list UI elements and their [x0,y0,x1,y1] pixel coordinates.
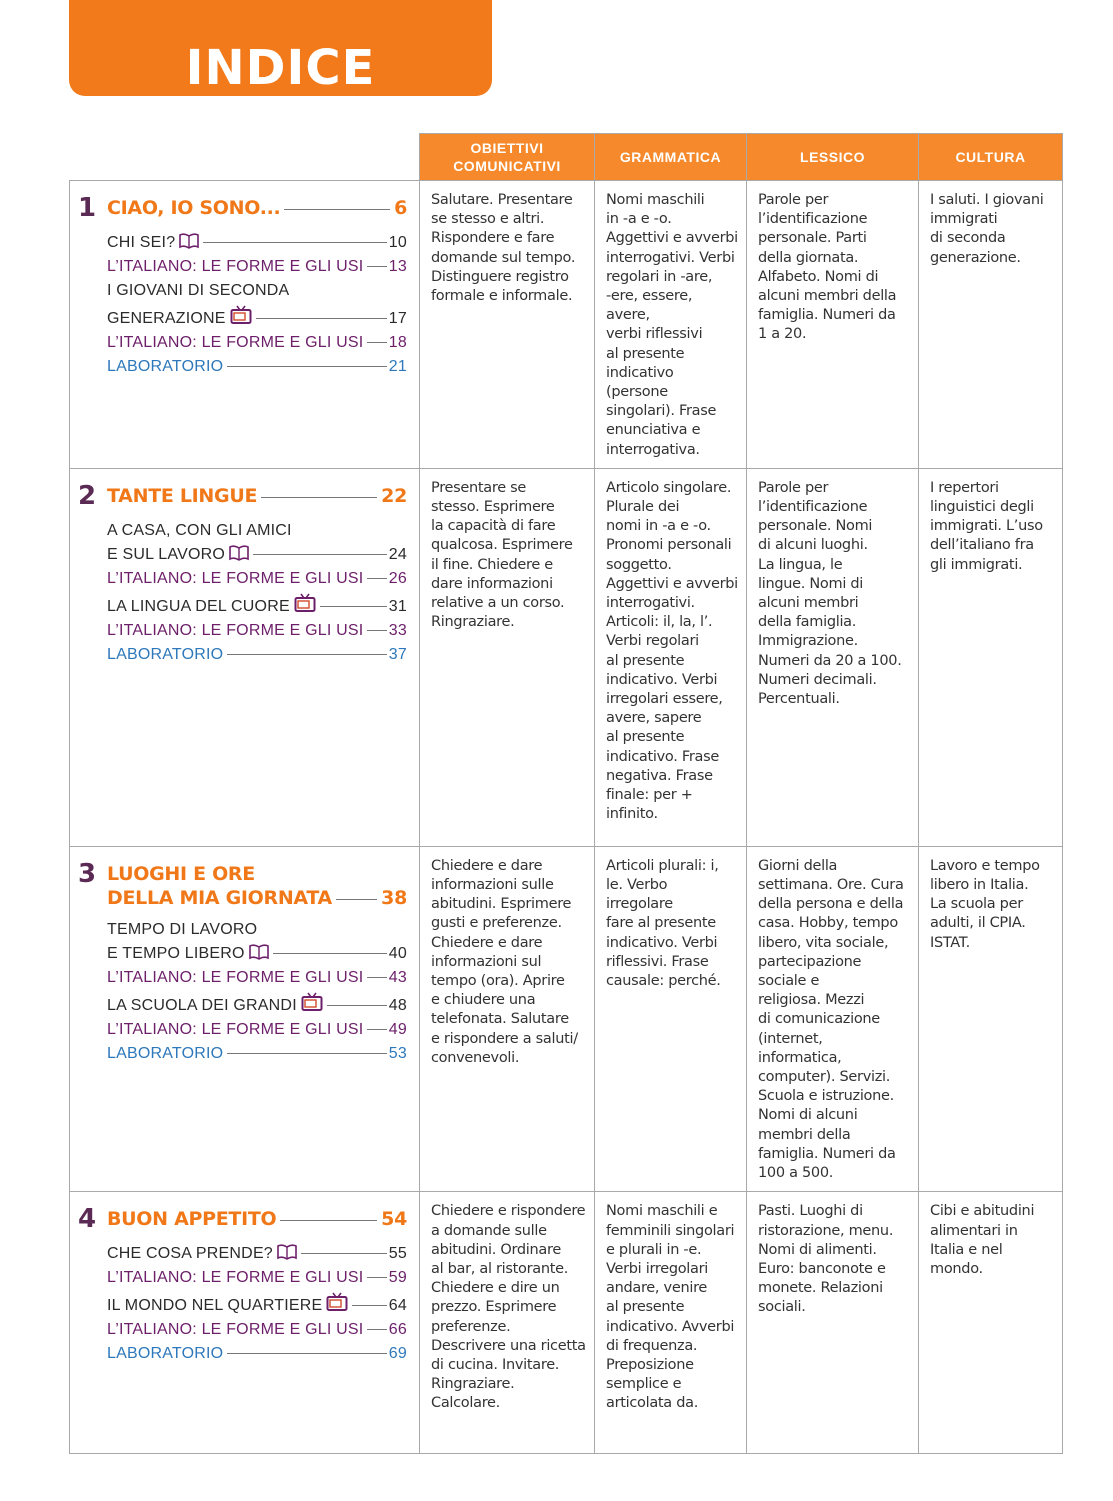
unit-cell [70,1192,420,1454]
unit-row [70,181,1063,469]
entry-text: L’ITALIANO: LE FORME E GLI USI [107,258,364,275]
book-icon [179,233,199,257]
leader-dots [227,654,386,655]
entry-page-number: 33 [388,621,407,639]
obiettivi-cell: Chiedere e rispondere a domande sulle abitudini. Ordinare al bar, al ristorante. Chiedere e dire un prezzo. Esprimere preferenze. Descrivere una ricetta di cucina. Invitare. Ringraziare. Calcolare. [420,1192,595,1454]
lesson-link[interactable] [107,519,407,567]
entry-page-number: 43 [388,968,407,986]
leader-dots [367,1029,386,1030]
unit-title [107,1204,407,1231]
unit-heading [78,481,407,511]
forme-usi-link[interactable] [107,1266,407,1290]
entry-page-number: 26 [388,569,407,587]
unit-page-number: 38 [381,886,407,909]
header-lessico [747,134,919,181]
leader-dots [227,1053,386,1054]
entry-text: L’ITALIANO: LE FORME E GLI USI [107,334,364,351]
lessico-cell: Parole per l’identificazione personale. Nomi di alcuni luoghi. La lingua, le lingue. Nomi di alcuni membri della famiglia. Immigrazione. Numeri da 20 a 100. Numeri decimali. Percentuali. [747,468,919,846]
leader-dots [261,497,377,498]
laboratorio-link[interactable] [107,355,407,379]
book-icon [277,1244,297,1268]
leader-dots [301,1253,387,1254]
unit-heading [78,193,407,223]
unit-title-line [107,1207,407,1231]
unit-title-text: DELLA MIA GIORNATA [107,886,332,909]
header-obiettivi [420,134,595,181]
index-table [69,133,1063,1454]
entry-row [107,643,407,667]
laboratorio-link[interactable] [107,1042,407,1066]
unit-title-line [107,862,407,886]
leader-dots [367,342,386,343]
leader-dots [327,1005,387,1006]
lessico-cell: Parole per l’identificazione personale. Parti della giornata. Alfabeto. Nomi di alcuni membri della famiglia. Numeri da 1 a 20. [747,181,919,469]
entry-row [107,1318,407,1342]
leader-dots [256,318,387,319]
lessico-cell: Giorni della settimana. Ore. Cura della persona e della casa. Hobby, tempo libero, vita sociale, partecipazione sociale e religiosa. Mezzi di comunicazione (internet, informatica, computer). Servizi. Scuola e istruzione. Nomi di alcuni membri della famiglia. Numeri da 100 a 500. [747,846,919,1191]
entry-page-number: 48 [388,996,407,1014]
entry-text: L’ITALIANO: LE FORME E GLI USI [107,968,364,986]
header-label: LESSICO [800,149,865,165]
laboratorio-link[interactable] [107,643,407,667]
unit-title-text: LUOGHI E ORE [107,862,255,885]
leader-dots [367,578,386,579]
entry-row [107,942,407,966]
lesson-link[interactable] [107,1290,407,1318]
leader-dots [336,899,377,900]
forme-usi-link[interactable] [107,331,407,355]
entry-row [107,1290,407,1318]
leader-dots [227,366,386,367]
header-blank [70,134,420,181]
entry-text: LA LINGUA DEL CUORE [107,597,290,615]
entry-row [107,1266,407,1290]
entry-row [107,1018,407,1042]
unit-number: 2 [78,480,96,511]
entry-text-line: TEMPO DI LAVORO [107,920,258,938]
lesson-link[interactable] [107,990,407,1018]
entry-row [107,966,407,990]
entry-text: LABORATORIO [107,1345,224,1363]
entry-row [107,303,407,331]
unit-entries [78,231,407,379]
entry-page-number: 64 [388,1297,407,1315]
unit-cell [70,846,420,1191]
entry-page-number: 40 [388,944,407,962]
grammatica-cell: Articoli plurali: i, le. Verbo irregolare fare al presente indicativo. Verbi riflessivi. Frase causale: perché. [595,846,747,1191]
unit-row [70,1192,1063,1454]
entry-page-number: 37 [388,645,407,663]
entry-page-number: 17 [388,310,407,327]
entry-page-number: 69 [388,1345,407,1363]
lesson-link[interactable] [107,591,407,619]
leader-dots [367,977,386,978]
entry-text: CHE COSA PRENDE? [107,1245,273,1263]
leader-dots [320,606,387,607]
unit-row [70,846,1063,1191]
entry-page-number: 59 [388,1269,407,1287]
leader-dots [352,1305,386,1306]
cultura-cell: Cibi e abitudini alimentari in Italia e nel mondo. [919,1192,1063,1454]
entry-row [107,1242,407,1266]
entry-text: L’ITALIANO: LE FORME E GLI USI [107,621,364,639]
cultura-cell: I saluti. I giovani immigrati di seconda generazione. [919,181,1063,469]
unit-title [107,481,407,508]
forme-usi-link[interactable] [107,567,407,591]
forme-usi-link[interactable] [107,966,407,990]
cultura-cell: Lavoro e tempo libero in Italia. La scuola per adulti, il CPIA. ISTAT. [919,846,1063,1191]
entry-page-number: 13 [388,258,407,275]
entry-text: CHI SEI? [107,234,176,251]
entry-row [107,331,407,355]
entry-text: LA SCUOLA DEI GRANDI [107,996,297,1014]
grammatica-cell: Articolo singolare. Plurale dei nomi in -a e -o. Pronomi personali soggetto. Aggettivi e avverbi interrogativi. Articoli: il, la, l’. Verbi regolari al presente indicativo. Verbi irregolari essere, avere, sapere al presente indicativo. Frase negativa. Frase finale: per + infinito. [595,468,747,846]
tv-icon [230,305,252,333]
leader-dots [367,266,386,267]
book-icon [229,545,249,569]
tv-icon [301,992,323,1020]
header-cultura [919,134,1063,181]
forme-usi-link[interactable] [107,1318,407,1342]
entry-row [107,1042,407,1066]
laboratorio-link[interactable] [107,1342,407,1366]
leader-dots [367,1329,386,1330]
obiettivi-cell: Chiedere e dare informazioni sulle abitudini. Esprimere gusti e preferenze. Chiedere e dare informazioni sul tempo (ora). Aprire e chiudere una telefonata. Salutare e rispondere a saluti/ convenevoli. [420,846,595,1191]
unit-entries [78,1242,407,1366]
unit-number: 4 [78,1204,96,1235]
lesson-link[interactable] [107,231,407,255]
leader-dots [273,953,387,954]
forme-usi-link[interactable] [107,619,407,643]
leader-dots [203,242,387,243]
entry-text: L’ITALIANO: LE FORME E GLI USI [107,1020,364,1038]
unit-row [70,468,1063,846]
unit-page-number: 22 [381,484,407,507]
leader-dots [284,209,390,210]
cultura-cell: I repertori linguistici degli immigrati. L’uso dell’italiano fra gli immigrati. [919,468,1063,846]
unit-cell [70,468,420,846]
entry-page-number: 31 [388,597,407,615]
entry-page-number: 66 [388,1321,407,1339]
unit-number: 1 [78,193,96,223]
entry-text: GENERAZIONE [107,310,226,327]
entry-page-number: 49 [388,1020,407,1038]
unit-title-line [107,886,407,910]
entry-row [107,543,407,567]
book-icon [249,944,269,968]
unit-title [107,193,407,220]
unit-number: 3 [78,858,96,889]
entry-row [107,990,407,1018]
leader-dots [253,554,387,555]
unit-title-line [107,484,407,508]
unit-title [107,859,407,910]
entry-row [107,231,407,255]
lessico-cell: Pasti. Luoghi di ristorazione, menu. Nomi di alimenti. Euro: banconote e monete. Relazioni sociali. [747,1192,919,1454]
entry-page-number: 24 [388,545,407,563]
forme-usi-link[interactable] [107,1018,407,1042]
forme-usi-link[interactable] [107,255,407,279]
entry-text: LABORATORIO [107,358,224,375]
entry-page-number: 53 [388,1044,407,1062]
unit-entries [78,918,407,1066]
entry-row [107,567,407,591]
header-label: CULTURA [955,149,1026,165]
entry-page-number: 21 [388,358,407,375]
page-title: INDICE [185,40,376,96]
header-label: GRAMMATICA [619,149,722,165]
grammatica-cell: Nomi maschili in -a e -o. Aggettivi e avverbi interrogativi. Verbi regolari in -are, -ere, essere, avere, verbi riflessivi al presente indicativo (persone singolari). Frase enunciativa e interrogativa. [595,181,747,469]
entry-text: L’ITALIANO: LE FORME E GLI USI [107,1269,364,1287]
entry-row [107,591,407,619]
entry-row [107,355,407,379]
header-row [70,134,1063,181]
tv-icon [326,1292,348,1320]
unit-entries [78,519,407,667]
obiettivi-cell: Presentare se stesso. Esprimere la capacità di fare qualcosa. Esprimere il fine. Chiedere e dare informazioni relative a un corso. Ringraziare. [420,468,595,846]
unit-cell [70,181,420,469]
unit-title-text: TANTE LINGUE [107,484,258,507]
entry-page-number: 55 [388,1245,407,1263]
title-banner [69,0,492,96]
entry-row [107,255,407,279]
entry-text-line: A CASA, CON GLI AMICI [107,521,292,539]
lesson-link[interactable] [107,279,407,331]
leader-dots [367,630,386,631]
entry-text: E TEMPO LIBERO [107,944,245,962]
entry-page-number: 18 [388,334,407,351]
unit-page-number: 6 [394,197,407,219]
tv-icon [294,593,316,621]
entry-row [107,1342,407,1366]
entry-text: L’ITALIANO: LE FORME E GLI USI [107,1321,364,1339]
entry-text: E SUL LAVORO [107,545,225,563]
entry-text: IL MONDO NEL QUARTIERE [107,1297,323,1315]
unit-title-line [107,196,407,220]
entry-page-number: 10 [388,234,407,251]
entry-row [107,619,407,643]
unit-heading [78,859,407,910]
entry-text: LABORATORIO [107,645,224,663]
header-label: OBIETTIVI COMUNICATIVI [453,140,561,174]
grammatica-cell: Nomi maschili e femminili singolari e plurali in -e. Verbi irregolari andare, venire al presente indicativo. Avverbi di frequenza. Preposizione semplice e articolata da. [595,1192,747,1454]
lesson-link[interactable] [107,1242,407,1266]
unit-page-number: 54 [381,1208,407,1231]
entry-text: LABORATORIO [107,1044,224,1062]
leader-dots [227,1353,386,1354]
unit-heading [78,1204,407,1234]
entry-text-line: I GIOVANI DI SECONDA [107,282,290,299]
leader-dots [280,1220,377,1221]
unit-title-text: CIAO, IO SONO... [107,197,281,219]
unit-title-text: BUON APPETITO [107,1208,277,1231]
header-grammatica [595,134,747,181]
lesson-link[interactable] [107,918,407,966]
obiettivi-cell: Salutare. Presentare se stesso e altri. Rispondere e fare domande sul tempo. Distinguere registro formale e informale. [420,181,595,469]
entry-text: L’ITALIANO: LE FORME E GLI USI [107,569,364,587]
leader-dots [367,1277,386,1278]
